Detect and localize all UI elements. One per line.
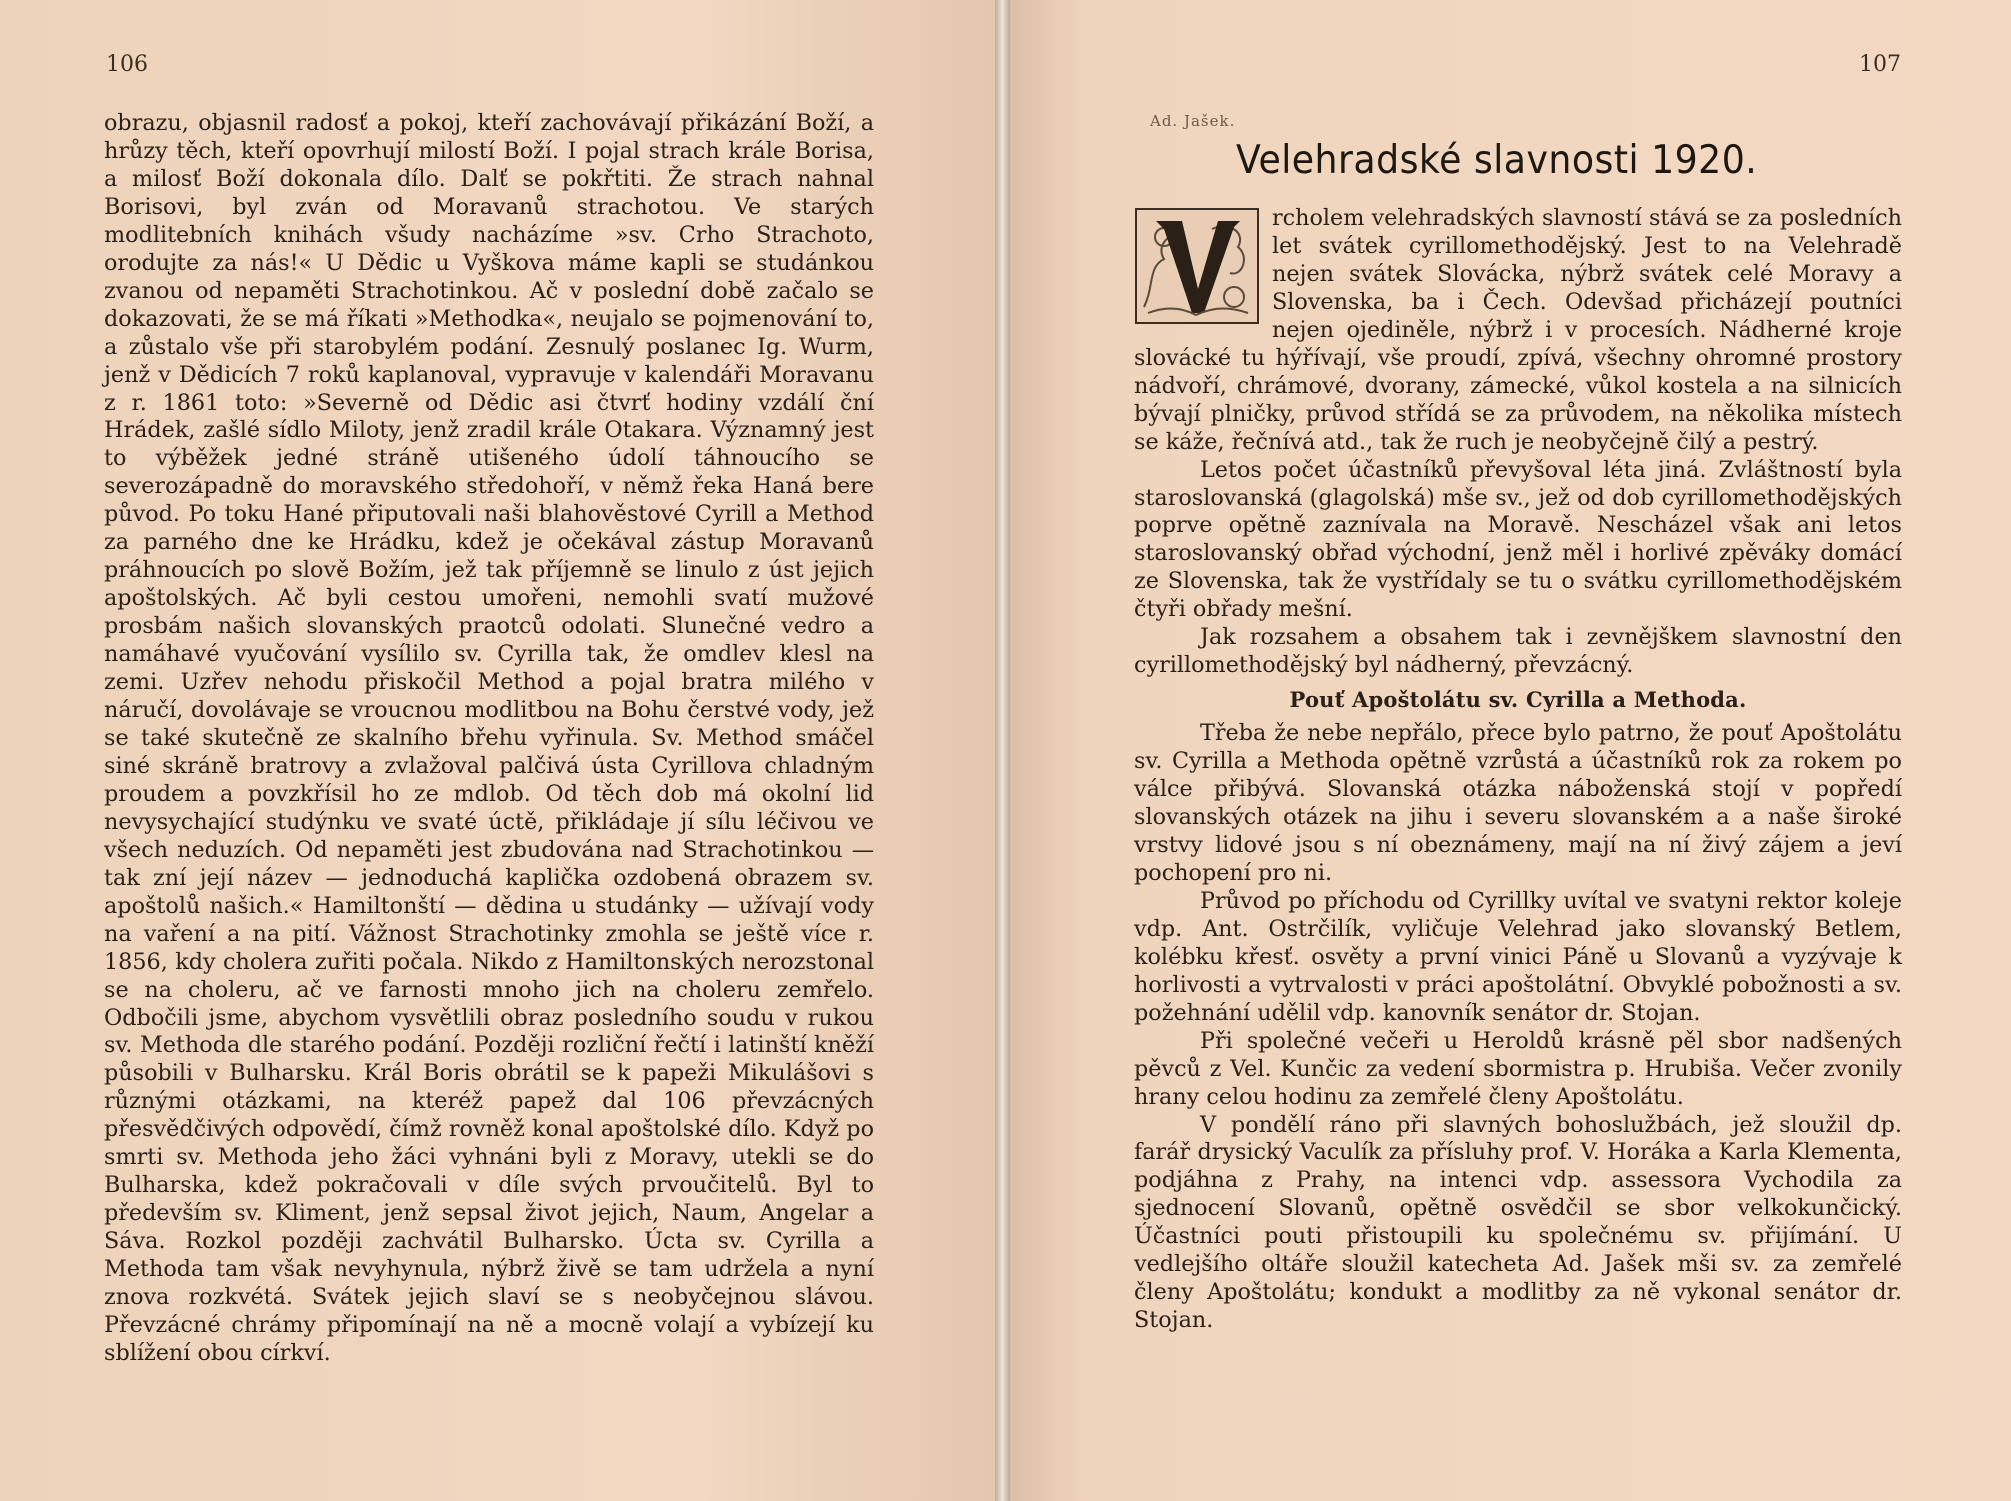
right-page — [1010, 0, 2011, 1501]
section-paragraph-3: Při společné večeři u Heroldů krásně pěl sbor nadšených pěvců z Vel. Kunčic za vedení sbormistra p. Hrubiša. Večer zvonily hrany celou hodinu za zemřelé členy Apoštolátu. — [1134, 1027, 1902, 1110]
book-gutter — [995, 0, 1010, 1501]
page-number-right: 107 — [1859, 52, 1901, 77]
decorative-initial-v-icon — [1134, 207, 1260, 325]
article-body — [1134, 205, 1902, 1335]
page-number-left: 106 — [106, 52, 148, 77]
left-page — [0, 0, 995, 1501]
left-page-body-text: obrazu, objasnil radosť a pokoj, kteří zachovávají přikázání Boží, a hrůzy těch, kteří opovrhují milostí Boží. I pojal strach krále Borisa, a milosť Boží dokonala dílo. Dalť se pokřtiti. Že strach nahnal Borisovi, byl zván od Moravanů strachotou. Ve starých modlitebních knihách všudy nacházíme »sv. Crho Strachoto, orodujte za nás!« U Dědic u Vyškova máme kapli se studánkou zvanou od nepaměti Strachotinkou. Ač v poslední době začalo se dokazovati, že se má říkati »Methodka«, neujalo se pojmenování to, a zůstalo vše při starobylém podání. Zesnulý poslanec Ig. Wurm, jenž v Dědicích 7 roků kaplanoval, vypravuje v kalendáři Moravanu z r. 1861 toto: »Severně od Dědic asi čtvrť hodiny vzdálí ční Hrádek, zašlé sídlo Miloty, jenž zradil krále Otakara. Významný jest to výběžek jedné stráně utišeného údolí táhnoucího se severozápadně do moravského středohoří, v němž řeka Haná bere původ. Po toku Hané připutovali naši blahověstové Cyrill a Method za parného dne ke Hrádku, kdež je očekával zástup Moravanů práhnoucích po slově Božím, jež tak příjemně se linulo z úst jejich apoštolských. Ač byli cestou umořeni, nemohli svatí mužové prosbám našich slovanských praotců odolati. Slunečné vedro a namáhavé vyučování vysílilo sv. Cyrilla tak, že omdlev klesl na zemi. Uzřev nehodu přiskočil Method a pojal bratra milého v náručí, dovolávaje se vroucnou modlitbou na Bohu čerstvé vody, jež se také skutečně ze skalního břehu vyřinula. Sv. Method smáčel siné skráně bratrovy a zvlažoval palčivá ústa Cyrillova chladným proudem a povzkřísil ho ze mdlob. Od těch dob má okolní lid nevysychající studýnku ve svaté úctě, přikládaje jí sílu léčivou ve všech neduzích. Od nepaměti jest zbudována nad Strachotinkou — tak zní její název — jednoduchá kaplička ozdobená obrazem sv. apoštolů našich.« Hamiltonští — dědina u studánky — užívají vody na vaření a na pití. Vážnost Strachotinky zmohla se ještě více r. 1856, kdy cholera zuřiti počala. Nikdo z Hamiltonských nerozstonal se na choleru, ač ve farnosti mnoho jich na choleru zemřelo. Odbočili jsme, abychom vysvětlili obraz posledního soudu v rukou sv. Methoda dle starého podání. Později rozliční řečtí i latinští kněží působili v Bulharsku. Král Boris obrátil se k papeži Mikulášovi s různými otázkami, na kteréž papež dal 106 převzácných přesvědčivých odpovědí, čímž rovněž konal apoštolské dílo. Když po smrti sv. Methoda jeho žáci vyhnáni byli z Moravy, utekli se do Bulharska, kdež pokračovali v díle svých prvoučitelů. Byl to především sv. Kliment, jenž sepsal život jejich, Naum, Angelar a Sáva. Rozkol později zachvátil Bulharsko. Úcta sv. Cyrilla a Methoda tam však nevyhynula, nýbrž živě se tam udržela a nyní znova rozkvétá. Svátek jejich slaví se s neobyčejnou slávou. Převzácné chrámy připomínají na ně a mocně volají a vybízejí ku sblížení obou církví. — [104, 110, 874, 1366]
paragraph-3: Jak rozsahem a obsahem tak i zevnějškem slavnostní den cyrillomethodějský byl nádherný, převzácný. — [1134, 624, 1902, 679]
article-title: Velehradské slavnosti 1920. — [1236, 138, 1758, 183]
section-heading: Pouť Apoštolátu sv. Cyrilla a Methoda. — [1289, 687, 1747, 713]
section-paragraph-4: V pondělí ráno při slavných bohoslužbách, jež sloužil dp. farář drysický Vaculík za přísluhy prof. V. Horáka a Karla Klementa, podjáhna z Prahy, na intenci vdp. assessora Vychodila za sjednocení Slovanů, opětně osvědčil se sbor velkokunčický. Účastníci pouti přistoupili ku společnému sv. přijímání. U vedlejšího oltáře sloužil katecheta Ad. Jašek mši sv. za zemřelé členy Apoštolátu; kondukt a modlitby za ně vykonal senátor dr. Stojan. — [1134, 1111, 1902, 1334]
article-author: Ad. Jašek. — [1150, 112, 1236, 130]
section-paragraph-1: Třeba že nebe nepřálo, přece bylo patrno, že pouť Apoštolátu sv. Cyrilla a Methoda opětně vzrůstá a účastníků rok za rokem po válce přibývá. Slovanská otázka náboženská stojí v popředí slovanských otázek na jihu i severu slovanském a a naše široké vrstvy lidové jsou s ní obeznámeny, mají na ní živý zájem a jeví pochopení pro ni. — [1134, 720, 1902, 886]
paragraph-1: rcholem velehradských slavností stává se za posledních let svátek cyrillomethodějský. Jest to na Velehradě nejen svátek Slovácka, nýbrž svátek celé Moravy a Slovenska, ba i Čech. Odevšad přicházejí poutníci nejen ojediněle, nýbrž i v procesích. Nádherné kroje slovácké tu hýřívají, vše proudí, zpívá, všechny ohromné prostory nádvoří, chrámové, dvorany, zámecké, vůkol kostela a na silnicích bývají plničky, průvod střídá se za průvodem, na několika místech se káže, řečnívá atd., tak že ruch je neobyčejně čilý a pestrý. — [1134, 205, 1902, 455]
section-paragraph-2: Průvod po příchodu od Cyrillky uvítal ve svatyni rektor koleje vdp. Ant. Ostrčilík, vyličuje Velehrad jako slovanský Betlem, kolébku křesť. osvěty a první vinici Páně u Slovanů a vyzývaje k horlivosti a vytrvalosti v práci apoštolátní. Obvyklé pobožnosti a sv. požehnání udělil vdp. kanovník senátor dr. Stojan. — [1134, 887, 1902, 1026]
paragraph-2: Letos počet účastníků převyšoval léta jiná. Zvláštností byla staroslovanská (glagolská) mše sv., jež od dob cyrillomethodějských poprve opětně zaznívala na Moravě. Nescházel však ani letos staroslovanský obřad východní, jenž měl i horlivé zpěváky domácí ze Slovenska, tak že vystřídaly se tu o svátku cyrillomethodějském čtyři obřady mešní. — [1134, 456, 1902, 623]
